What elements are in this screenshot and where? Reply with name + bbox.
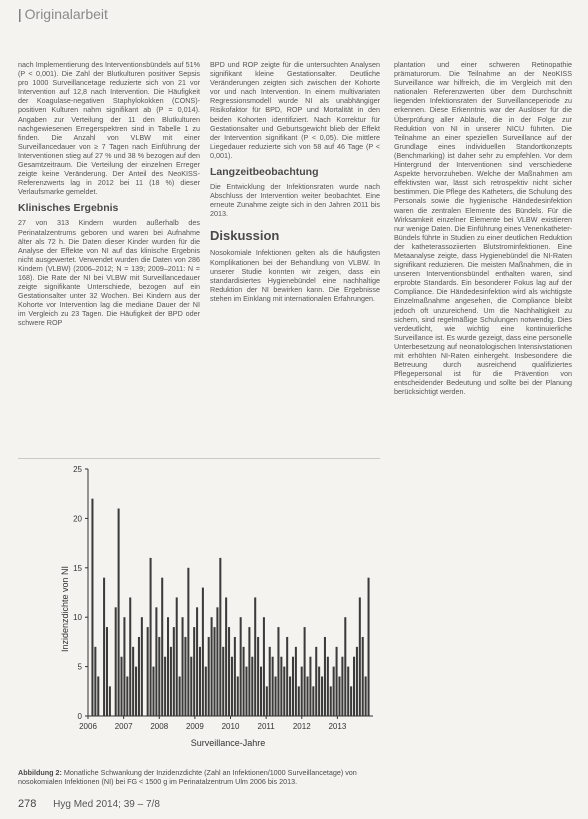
body-paragraph: plantation und einer schweren Retinopathie prämaturorum. Die Teilnahme an der NeoKISS Surveillance war hilfreich, die im Vergleich mit den nationalen Referenzwerten über dem Durchschnitt liegenden Infektionsraten der Surveillanceperiode zu erkennen. Diese Erkenntnis war der Auslöser für die Überprüfung aller Abläufe, die in der Folge zur Reduktion von NI in unserer NICU führten. Die Teilnahme an einer speziellen Surveillance auf der Grundlage eines individuellen Standortkonzepts (Benchmarking) ist daher sehr zu empfehlen. Vor dem Hintergrund der Interventionen sind verschiedene Aspekte hervorzuheben. Welche der Maßnahmen am effektivsten war, lässt sich retrospektiv nicht sicher bestimmen. Die Pflege des Katheters, die Schulung des Personals sowie die hygienische Händedesinfektion waren die zentralen Elemente des Bündels. Für die Wirksamkeit einzelner Elemente bei VLBW existieren nur wenige Daten. Die Einführung eines Venenkatheter-Bündels führte in Studien zu einer deutlichen Reduktion der katheterassoziierten Blutstrominfektionen. Eine Metaanalyse zeigte, dass Hygienebündel die NI-Raten signifikant reduzieren. Die meisten Maßnahmen, die in unseren Interventionsbündel enthalten waren, sind erprobte Standards. Ein besonderer Fokus lag auf der Compliance. Die Händedesinfektion wird als wichtigste Einzelmaßnahme angesehen, die Compliance bleibt jedoch oft unzureichend. Um die Nachhaltigkeit zu sichern, sind regelmäßige Schulungen notwendig. Dies verdeutlicht, wie wichtig eine kontinuierliche Surveillance ist. Es wurde gezeigt, dass eine personelle Unterbesetzung auf neonatologischen Intensivstationen mit erhöhten NI-Raten einhergeht. Insbesondere die Betreuung durch ausreichend qualifiziertes Pflegepersonal ist für die Prävention von entscheidender Bedeutung und sollte bei der Planung berücksichtigt werden.: [394, 60, 572, 397]
chart-bar: [190, 657, 192, 716]
y-tick-label: 10: [73, 613, 82, 623]
chart-bar: [286, 637, 288, 716]
chart-bar: [152, 667, 154, 716]
chart-bar: [275, 676, 277, 716]
chart-bar: [135, 667, 137, 716]
chart-bar: [182, 617, 184, 716]
chart-bar: [336, 647, 338, 716]
chart-bar: [234, 637, 236, 716]
chart-bar: [216, 607, 218, 716]
section-heading-clinical: Klinisches Ergebnis: [18, 202, 119, 215]
chart-bar: [231, 657, 233, 716]
chart-bar: [94, 647, 96, 716]
chart-bar: [115, 607, 117, 716]
y-tick-label: 20: [73, 514, 82, 524]
chart-bar: [365, 676, 367, 716]
chart-bar: [298, 686, 300, 716]
chart-bar: [141, 617, 143, 716]
chart-bar: [150, 558, 152, 716]
caption-label: Abbildung 2:: [18, 768, 62, 777]
chart-bar: [266, 686, 268, 716]
chart-bar: [109, 686, 111, 716]
chart-bar: [347, 667, 349, 716]
chart-bar: [155, 607, 157, 716]
chart-bar: [240, 617, 242, 716]
section-title: Originalarbeit: [24, 6, 108, 22]
chart-bar: [312, 686, 314, 716]
chart-bar: [237, 676, 239, 716]
body-paragraph: Die Entwicklung der Infektionsraten wurde nach Abschluss der Intervention weiter beobachtet. Eine erneute Zunahme zeigte sich in den Jahren 2011 bis 2013.: [210, 182, 380, 219]
chart-bar: [341, 657, 343, 716]
chart-bar: [208, 637, 210, 716]
chart-bar: [251, 657, 253, 716]
section-header: [18, 6, 108, 22]
chart-bar: [147, 627, 149, 716]
chart-bar: [225, 597, 227, 716]
y-tick-label: 25: [73, 465, 82, 474]
chart-bar: [211, 617, 213, 716]
chart-bar: [327, 657, 329, 716]
body-paragraph: nach Implementierung des Interventionsbündels auf 51% (P < 0,001). Die Zahl der Blutkulturen positiver Sepsis pro 1000 Surveillancetage reduzierte sich von 21 vor Intervention auf 12,8 nach Intervention. Die Häufigkeit der Koagulase-negativen Staphylokokken (CONS)-positiven Kulturen nahm signifikant ab (P = 0,014). Angaben zur Verteilung der 11 den Blutkulturen nachgewiesenen Erregerspektren sind in Tabelle 1 zu finden. Die Anzahl von VLBW mit einer Surveillancedauer von ≥ 7 Tagen nach Einführung der Interventionen stieg auf 27 % und 38 % bezogen auf den Gesamtzeitraum. Die Verteilung der einzelnen Erreger zeigte keine Veränderung. Der Anteil des NeoKISS-Referenzwerts lag in 2012 bei 11 (18 %) dieser Verlaufsmarke gemeldet.: [18, 60, 200, 197]
y-axis-label: Inzidenzdichte von NI: [60, 565, 70, 653]
x-axis-label: Surveillance-Jahre: [190, 738, 266, 748]
bars: [91, 499, 369, 716]
chart-bar: [193, 627, 195, 716]
chart-bar: [167, 617, 169, 716]
chart-bar: [260, 667, 262, 716]
chart-bar: [301, 667, 303, 716]
x-tick-label: 2008: [150, 722, 169, 731]
chart-bar: [304, 627, 306, 716]
chart-bar: [228, 627, 230, 716]
chart-bar: [315, 647, 317, 716]
section-heading-longterm: Langzeitbeobachtung: [210, 166, 319, 179]
chart-bar: [219, 558, 221, 716]
chart-bar: [344, 617, 346, 716]
chart-bar: [289, 676, 291, 716]
chart-bar: [295, 647, 297, 716]
chart-bar: [309, 657, 311, 716]
chart-bar: [280, 657, 282, 716]
chart-bar: [91, 499, 93, 716]
chart-bar: [158, 637, 160, 716]
chart-bar: [123, 617, 125, 716]
chart-bar: [97, 676, 99, 716]
x-tick-label: 2009: [185, 722, 204, 731]
chart-bar: [222, 647, 224, 716]
chart-bar: [269, 647, 271, 716]
figure-caption: [18, 768, 384, 786]
chart-bar: [202, 588, 204, 716]
chart-bar: [103, 578, 105, 716]
chart-bar: [248, 627, 250, 716]
x-ticks: [79, 716, 347, 731]
chart-bar: [173, 627, 175, 716]
chart-bar: [368, 578, 370, 716]
chart-bar: [120, 657, 122, 716]
chart-bar: [356, 647, 358, 716]
page-footer: [18, 798, 160, 810]
chart-bar: [184, 637, 186, 716]
chart-bar: [350, 686, 352, 716]
chart-bar: [126, 676, 128, 716]
journal-citation: Hyg Med 2014; 39 – 7/8: [53, 799, 160, 810]
chart-bar: [338, 676, 340, 716]
y-tick-label: 5: [77, 662, 82, 672]
chart-bar: [106, 627, 108, 716]
x-tick-label: 2012: [292, 722, 311, 731]
chart-bar: [164, 657, 166, 716]
chart-bar: [272, 657, 274, 716]
chart-bar: [333, 667, 335, 716]
chart-bar: [118, 509, 120, 716]
chart-bar: [176, 597, 178, 716]
chart-bar: [257, 637, 259, 716]
chart-bar: [161, 578, 163, 716]
body-paragraph: 27 von 313 Kindern wurden außerhalb des Perinatalzentrums geboren und waren bei Aufnahme älter als 72 h. Die Daten dieser Kinder wurden für die Analyse der Effekte von NI auf das klinische Ergebnis nicht ausgewertet. Verwendet wurden die Daten von 286 Kindern (VLBW) (2006–2012; N = 139; 2009–2011: N = 168). Die Rate der NI bei VLBW mit Surveillancedauer zeigte signifikante Unterschiede, bezogen auf ein Gestationsalter unter 32 Wochen. Bei Kindern aus der Kohorte vor Intervention lag die mediane Dauer der NI im Vergleich zu 23 Tagen. Die Häufigkeit der BPD oder schwere ROP: [18, 218, 200, 328]
y-tick-label: 15: [73, 563, 82, 573]
body-paragraph: BPD und ROP zeigte für die untersuchten Analysen signifikant kleine Gestationsalter. Deutliche Veränderungen zeigten sich zwischen der Kohorte vor und nach Intervention. In einem multivariaten Regressionsmodell wurde NI als unabhängiger Risikofaktor für BPD, ROP und Mortalität in den beiden Kohorten identifiziert. Nach Korrektur für Gestationsalter und Geburtsgewicht blieb der Effekt der Intervention signifikant (P < 0,05). Die mittlere Liegedauer reduzierte sich von 58 auf 46 Tage (P < 0,001).: [210, 60, 380, 160]
chart-bar: [263, 617, 265, 716]
chart-bar: [254, 597, 256, 716]
caption-text: Monatliche Schwankung der Inzidenzdichte (Zahl an Infektionen/1000 Surveillancetage) von nosokomialen Infektionen (NI) bei FG < 1500 g im Perinatalzentrum Ulm 2006 bis 2013.: [18, 768, 357, 786]
chart-bar: [199, 647, 201, 716]
chart-bar: [170, 647, 172, 716]
chart-bar: [245, 667, 247, 716]
chart-bar: [306, 676, 308, 716]
body-paragraph: Nosokomiale Infektionen gelten als die häufigsten Komplikationen bei der Behandlung von VLBW. In unserer Studie konnten wir zeigen, dass ein standardisiertes Hygienebündel eine nachhaltige Reduktion der NI bewirken kann. Die Ergebnisse stehen im Einklang mit internationalen Erfahrungen.: [210, 248, 380, 303]
header-divider: |: [18, 6, 22, 22]
y-tick-label: 0: [77, 712, 82, 721]
y-ticks: [73, 465, 88, 721]
chart-bar: [292, 657, 294, 716]
x-tick-label: 2010: [221, 722, 240, 731]
chart-bar: [213, 627, 215, 716]
chart-bar: [179, 676, 181, 716]
section-heading-discussion: Diskussion: [210, 228, 280, 244]
chart-bar: [283, 667, 285, 716]
text-column-1: [18, 60, 200, 328]
x-tick-label: 2007: [114, 722, 133, 731]
text-column-2: [210, 60, 380, 303]
chart-bar: [330, 686, 332, 716]
x-tick-label: 2011: [257, 722, 275, 731]
x-tick-label: 2013: [328, 722, 347, 731]
chart-bar: [205, 667, 207, 716]
chart-bar: [277, 627, 279, 716]
chart-bar: [243, 647, 245, 716]
figure-container: [18, 458, 380, 749]
chart-bar: [353, 657, 355, 716]
chart-bar: [324, 637, 326, 716]
chart-bar: [132, 647, 134, 716]
chart-bar: [138, 637, 140, 716]
text-column-3: [394, 60, 572, 396]
chart-bar: [359, 597, 361, 716]
page-number: 278: [18, 798, 37, 810]
chart-bar: [318, 667, 320, 716]
x-tick-label: 2006: [79, 722, 97, 731]
incidence-chart: [18, 459, 380, 749]
chart-bar: [196, 607, 198, 716]
chart-bar: [321, 676, 323, 716]
chart-bar: [129, 597, 131, 716]
chart-bar: [187, 568, 189, 716]
chart-bar: [362, 637, 364, 716]
